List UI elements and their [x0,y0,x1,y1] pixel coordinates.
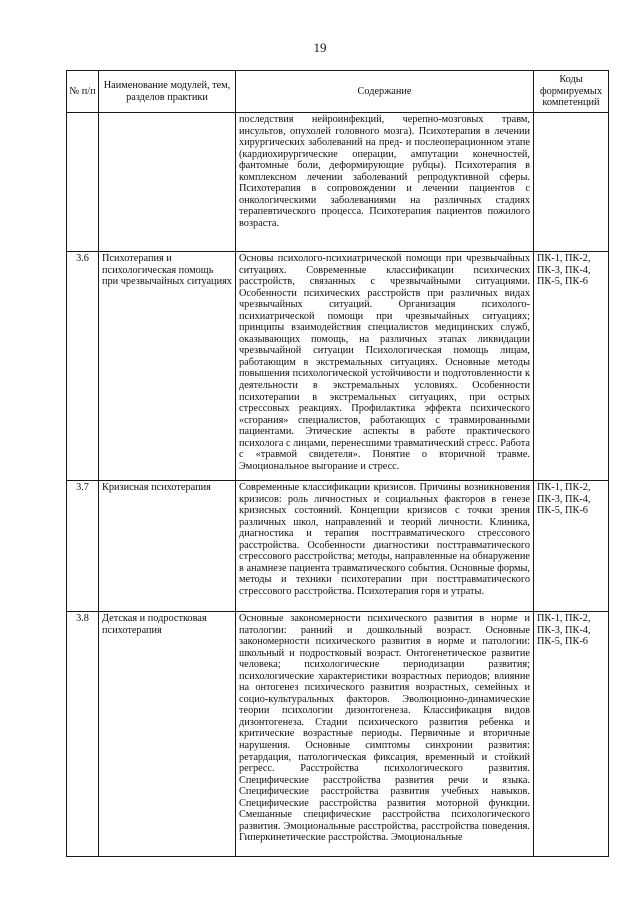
row-content: Основные закономерности психического развития в норме и патологии: ранний и дошкольный возраст. Основные закономерности психического развития в норме и патологии: школьный и подростковый возраст. Онтогенетическое развитие человека; психологические периодизации развития; психологические характеристики возрастных периодов; влияние на онтогенез психического развития возрастных, семейных и социо-культуральных факторов. Эволюционно-динамические теории психологии дизонтогенеза. Классификация видов дизонтогенеза. Стадии психического развития ребенка и критические возрастные периоды. Первичные и вторичные нарушения. Основные симптомы синхронии развития: ретардация, патологическая фиксация, временный и стойкий регресс. Расстройства психологического развития. Специфические расстройства развития речи и языка. Специфические расстройства развития учебных навыков. Специфические расстройства развития моторной функции. Смешанные специфические расстройства психологического развития. Эмоциональные расстройства, расстройства поведения. Гиперкинетические расстройства. Эмоциональные [236,612,534,857]
row-module: Кризисная психотерапия [99,481,236,612]
header-module: Наименование модулей, тем, разделов практики [99,71,236,113]
table-row-3-6 [67,252,609,481]
page-number: 19 [313,40,327,55]
table-row-3-7 [67,481,609,612]
table-row-continuation [67,113,609,252]
header-codes: Коды формируемых компетенций [534,71,609,113]
row-codes: ПК-1, ПК-2, ПК-3, ПК-4, ПК-5, ПК-6 [534,481,609,612]
row-number: 3.6 [67,252,99,481]
row-module: Детская и подростковая психотерапия [99,612,236,857]
header-number: № п/п [67,71,99,113]
table-row-3-8 [67,612,609,857]
row-module [99,113,236,252]
row-content: последствия нейроинфекций, черепно-мозговых травм, инсультов, опухолей головного мозга). Психотерапия в лечении хирургических заболеваний на пред- и послеоперационном этапе (кардиохирургические операции, ампутации конечностей, фантомные боли, деформирующие рубцы). Психотерапия в комплексном лечении заболеваний репродуктивной сферы. Психотерапия в сопровождении и лечении пациентов с онкологическими заболеваниями на различных стадиях терапевтического процесса. Психотерапия пациентов пожилого возраста. [236,113,534,252]
row-codes: ПК-1, ПК-2, ПК-3, ПК-4, ПК-5, ПК-6 [534,612,609,857]
row-number: 3.8 [67,612,99,857]
row-codes [534,113,609,252]
header-content: Содержание [236,71,534,113]
row-number: 3.7 [67,481,99,612]
row-number [67,113,99,252]
row-content: Современные классификации кризисов. Причины возникновения кризисов: роль личностных и социальных факторов в генезе кризисных состояний. Концепции кризисов с точки зрения различных школ, направлений и теорий личности. Клиника, диагностика и терапия посттравматического стрессового расстройства. Особенности диагностики посттравматического стрессового расстройства; методы, направленные на обнаружение в анамнезе пациента травматического события. Основные формы, методы и техники психотерапии при посттравматического стрессового расстройства. Психотерапия горя и утраты. [236,481,534,612]
table-header-row [67,71,609,113]
curriculum-table [66,70,609,857]
row-content: Основы психолого-психиатрической помощи при чрезвычайных ситуациях. Современные классификации психических расстройств, связанных с чрезвычайными ситуациями. Особенности психических расстройств при различных видах чрезвычайных ситуаций. Организация психолого-психиатрической помощи при чрезвычайных ситуациях; принципы взаимодействия специалистов медицинских служб, оказывающих помощь, на различных этапах ликвидации чрезвычайной ситуации Психологическая помощь лицам, работающим в экстремальных ситуациях. Основные методы повышения психологической устойчивости и подготовленности к деятельности в экстремальных условиях. Особенности психотерапии в экстремальных ситуациях, при острых стрессовых реакциях. Профилактика эффекта психического «сгорания» специалистов, работающих с травмированными пациентами. Этические аспекты в работе практического психолога с лицами, перенесшими травматический стресс. Работа с «травмой свидетеля». Понятие о вторичной травме. Эмоциональное выгорание и стресс. [236,252,534,481]
row-module: Психотерапия и психологическая помощь при чрезвычайных ситуациях [99,252,236,481]
row-codes: ПК-1, ПК-2, ПК-3, ПК-4, ПК-5, ПК-6 [534,252,609,481]
